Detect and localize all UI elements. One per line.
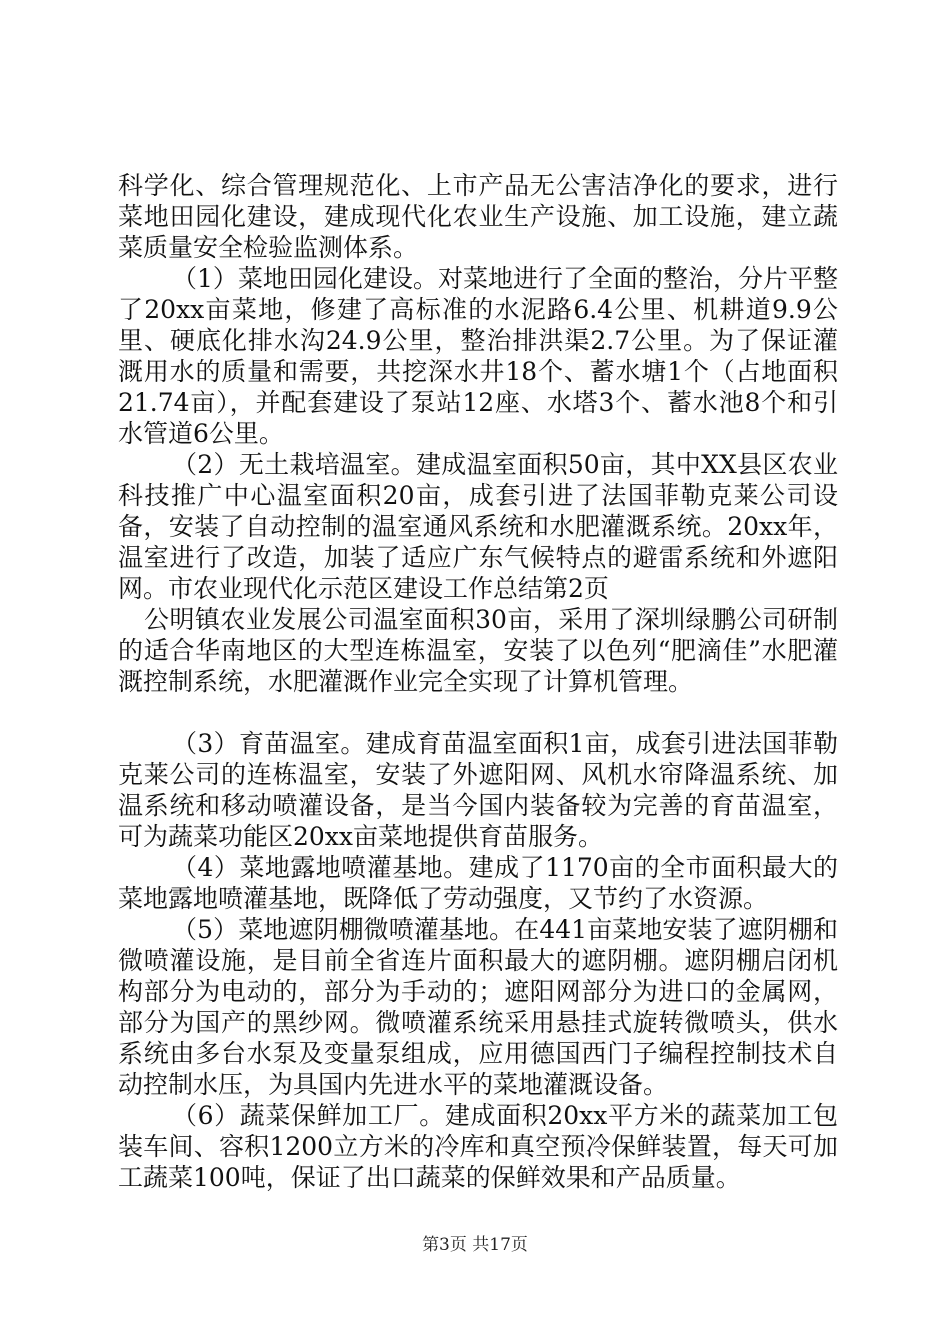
paragraph-sprinkler-base: （4）菜地露地喷灌基地。建成了1170亩的全市面积最大的菜地露地喷灌基地，既降低了劳动强度，又节约了水资源。: [118, 853, 838, 913]
paragraph-processing-plant: （6）蔬菜保鲜加工厂。建成面积20xx平方米的蔬菜加工包装车间、容积1200立方米的冷库和真空预冷保鲜装置，每天可加工蔬菜100吨，保证了出口蔬菜的保鲜效果和产品质量。: [118, 1101, 838, 1192]
paragraph-continuation: 科学化、综合管理规范化、上市产品无公害洁净化的要求，进行菜地田园化建设，建成现代化农业生产设施、加工设施，建立蔬菜质量安全检验监测体系。: [118, 171, 838, 262]
paragraph-vegetable-field: （1）菜地田园化建设。对菜地进行了全面的整治，分片平整了20xx亩菜地，修建了高标准的水泥路6.4公里、机耕道9.9公里、硬底化排水沟24.9公里，整治排洪渠2.7公里。为了保证灌溉用水的质量和需要，共挖深水井18个、蓄水塘1个（占地面积21.74亩），并配套建设了泵站12座、水塔3个、蓄水池8个和引水管道6公里。: [118, 264, 838, 448]
page-number-footer: 第3页 共17页: [422, 1235, 528, 1255]
paragraph-gongming-greenhouse: 公明镇农业发展公司温室面积30亩，采用了深圳绿鹏公司研制的适合华南地区的大型连栋温室，安装了以色列“肥滴佳”水肥灌溉控制系统，水肥灌溉作业完全实现了计算机管理。: [118, 605, 838, 696]
paragraph-soilless-greenhouse: （2）无土栽培温室。建成温室面积50亩，其中XX县区农业科技推广中心温室面积20亩，成套引进了法国菲勒克莱公司设备，安装了自动控制的温室通风系统和水肥灌溉系统。20xx年，温室进行了改造，加装了适应广东气候特点的避雷系统和外遮阳网。市农业现代化示范区建设工作总结第2页: [118, 450, 838, 603]
document-body: [118, 170, 838, 1193]
paragraph-seedling-greenhouse: （3）育苗温室。建成育苗温室面积1亩，成套引进法国菲勒克莱公司的连栋温室，安装了外遮阳网、风机水帘降温系统、加温系统和移动喷灌设备，是当今国内装备较为完善的育苗温室，可为蔬菜功能区20xx亩菜地提供育苗服务。: [118, 729, 838, 851]
paragraph-shade-shed: （5）菜地遮阴棚微喷灌基地。在441亩菜地安装了遮阴棚和微喷灌设施，是目前全省连片面积最大的遮阴棚。遮阴棚启闭机构部分为电动的，部分为手动的；遮阳网部分为进口的金属网，部分为国产的黑纱网。微喷灌系统采用悬挂式旋转微喷头，供水系统由多台水泵及变量泵组成，应用德国西门子编程控制技术自动控制水压，为具国内先进水平的菜地灌溉设备。: [118, 915, 838, 1099]
